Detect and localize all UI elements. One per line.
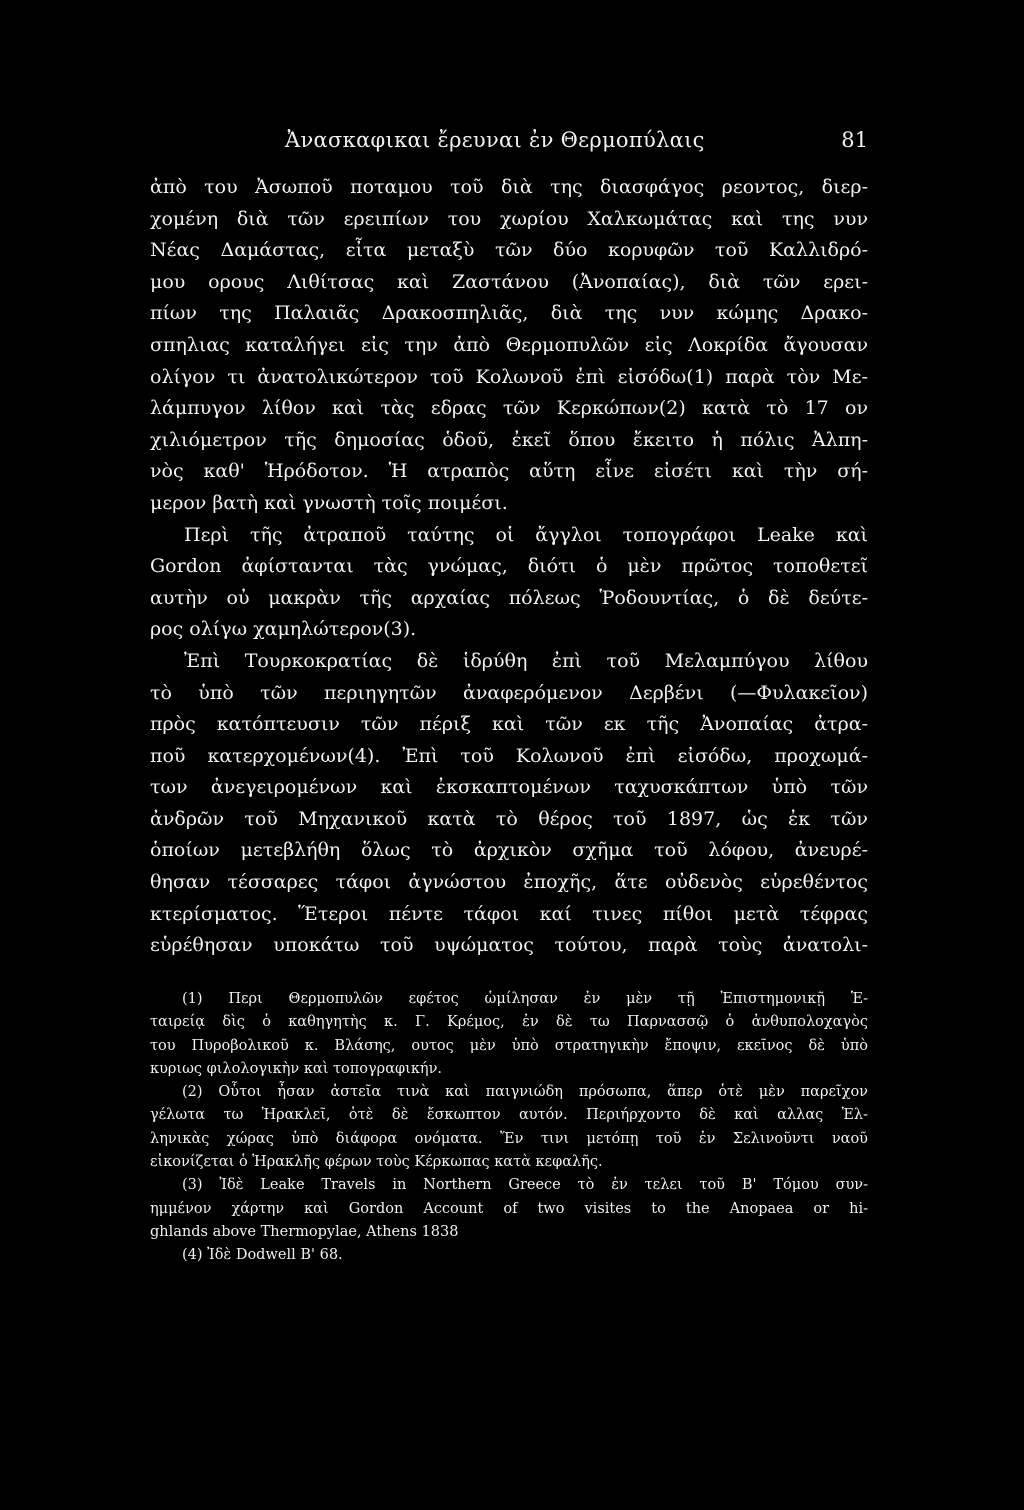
footnote-line: (1) Περι Θερμοπυλῶν εφέτος ὡμίλησαν ἐν μὲν τῇ Ἐπιστημονικῇ Ἑ-	[182, 991, 868, 1007]
footnote-line: ταιρείᾳ δὶς ὁ καθηγητὴς κ. Γ. Κρέμος, ἐν δὲ τω Παρνασσῷ ὁ ἀνθυπολοχαγὸς	[150, 1014, 868, 1031]
body-line: θησαν τέσσαρες τάφοι ἀγνώστου ἐποχῆς, ἅτε οὐδενὸς εὑρεθέντος	[150, 871, 868, 894]
body-line: πίων της Παλαιᾶς Δρακοσπηλιᾶς, διὰ της νυν κώμης Δρακο-	[150, 302, 868, 325]
footnote-line: (3) Ἰδὲ Leake Travels in Northern Greece τὸ ἐν τελει τοῦ Β' Τόμου συν-	[182, 1177, 868, 1194]
footnote-line: (2) Οὗτοι ἦσαν ἀστεῖα τινὰ καὶ παιγνιώδη πρόσωπα, ἅπερ ὁτὲ μὲν παρεῖχον	[182, 1084, 868, 1101]
body-line: χιλιόμετρον τῆς δημοσίας ὁδοῦ, ἐκεῖ ὅπου ἔκειτο ἡ πόλις Ἀλπη-	[150, 428, 868, 451]
body-line: ὁποίων μετεβλήθη ὅλως τὸ ἀρχικὸν σχῆμα τοῦ λόφου, ἀνευρέ-	[150, 839, 868, 862]
body-line: σπηλιας καταλήγει εἰς την ἀπὸ Θερμοπυλῶν εἰς Λοκρίδα ἄγουσαν	[150, 333, 868, 356]
body-line: ποῦ κατερχομένων(4). Ἐπὶ τοῦ Κολωνοῦ ἐπὶ εἰσόδω, προχωμά-	[150, 744, 868, 767]
body-line: Νέας Δαμάστας, εἶτα μεταξὺ τῶν δύο κορυφῶν τοῦ Καλλιδρό-	[150, 239, 868, 262]
body-line: ἀνδρῶν τοῦ Μηχανικοῦ κατὰ τὸ θέρος τοῦ 1897, ὡς ἐκ τῶν	[150, 807, 868, 830]
body-line: ολίγον τι ἀνατολικώτερον τοῦ Κολωνοῦ ἐπὶ εἰσόδω(1) παρὰ τὸν Με-	[150, 365, 868, 388]
body-line: ἀπὸ του Ἀσωποῦ ποταμου τοῦ διὰ της διασφάγος ρεοντος, διερ-	[150, 176, 868, 198]
body-line: Gordon ἀφίστανται τὰς γνώμας, διότι ὁ μὲν πρῶτος τοποθετεῖ	[150, 555, 868, 578]
body-line: των ἀνεγειρομένων καὶ ἐκσκαπτομένων ταχυσκάπτων ὑπὸ τῶν	[150, 776, 868, 799]
page-number: 81	[841, 128, 868, 152]
body-line: ρος ολίγω χαμηλώτερον(3).	[150, 618, 417, 641]
body-line: αυτὴν οὐ μακρὰν τῆς αρχαίας πόλεως Ῥοδουντίας, ὁ δὲ δεύτε-	[150, 586, 868, 609]
body-line: χομένη διὰ τῶν ερειπίων του χωρίου Χαλκωμάτας καὶ της νυν	[150, 207, 868, 230]
footnotes	[150, 988, 868, 1268]
footnote-line: ληνικὰς χώρας ὑπὸ διάφορα ονόματα. Ἔν τινι μετόπῃ τοῦ ἐν Σελινοῦντι ναοῦ	[150, 1130, 868, 1147]
footnote-line: ghlands above Thermopylae, Athens 1838	[150, 1223, 459, 1240]
footnote-line: εἰκονίζεται ὁ Ἡρακλῆς φέρων τοὺς Κέρκωπας κατὰ κεφαλῆς.	[150, 1154, 603, 1171]
body-line: μου ορους Λιθίτσας καὶ Ζαστάνου (Ἀνοπαίας), διὰ τῶν ερει-	[150, 270, 868, 293]
footnote-line: (4) Ἰδὲ Dodwell B' 68.	[182, 1247, 343, 1264]
footnote-line: γέλωτα τω Ἡρακλεῖ, ὁτὲ δὲ ἔσκωπτον αυτόν. Περιήρχοντο δὲ καὶ αλλας Ἑλ-	[150, 1107, 868, 1124]
body-line: νὸς καθ' Ἡρόδοτον. Ἡ ατραπὸς αὕτη εἶνε εἰσέτι καὶ τὴν σή-	[150, 460, 868, 483]
body-line: Περὶ τῆς ἀτραποῦ ταύτης οἱ ἄγγλοι τοπογράφοι Leake καὶ	[184, 523, 868, 546]
footnote-line: του Πυροβολικοῦ κ. Βλάσης, ουτος μὲν ὑπὸ στρατηγικὴν ἔποψιν, εκεῖνος δὲ ὑπὸ	[150, 1037, 868, 1054]
body-text	[150, 172, 868, 962]
body-line: λάμπυγον λίθον καὶ τὰς εδρας τῶν Κερκώπων(2) κατὰ τὸ 17 ον	[150, 397, 868, 420]
body-line: Ἐπὶ Τουρκοκρατίας δὲ ἱδρύθη ἐπὶ τοῦ Μελαμπύγου λίθου	[184, 649, 868, 672]
body-line: εὑρέθησαν υποκάτω τοῦ υψώματος τούτου, παρὰ τοὺς ἀνατολι-	[150, 934, 868, 957]
body-line: μερον βατὴ καὶ γνωστὴ τοῖς ποιμέσι.	[150, 491, 508, 514]
footnote-line: ημμένον χάρτην καὶ Gordon Account of two visites to the Anopaea or hi-	[150, 1200, 868, 1217]
footnote-line: κυριως φιλολογικὴν καὶ τοπογραφικήν.	[150, 1060, 442, 1077]
running-title: Ἀνασκαφικαι ἔρευναι ἐν Θερμοπύλαις	[285, 128, 705, 152]
body-line: τὸ ὑπὸ τῶν περιηγητῶν ἀναφερόμενον Δερβένι (—Φυλακεῖον)	[150, 681, 868, 704]
body-line: κτερίσματος. Ἕτεροι πέντε τάφοι καί τινες πίθοι μετὰ τέφρας	[150, 902, 868, 925]
page-header	[150, 128, 868, 160]
body-line: πρὸς κατόπτευσιν τῶν πέριξ καὶ τῶν εκ τῆς Ἀνοπαίας ἀτρα-	[150, 713, 868, 736]
